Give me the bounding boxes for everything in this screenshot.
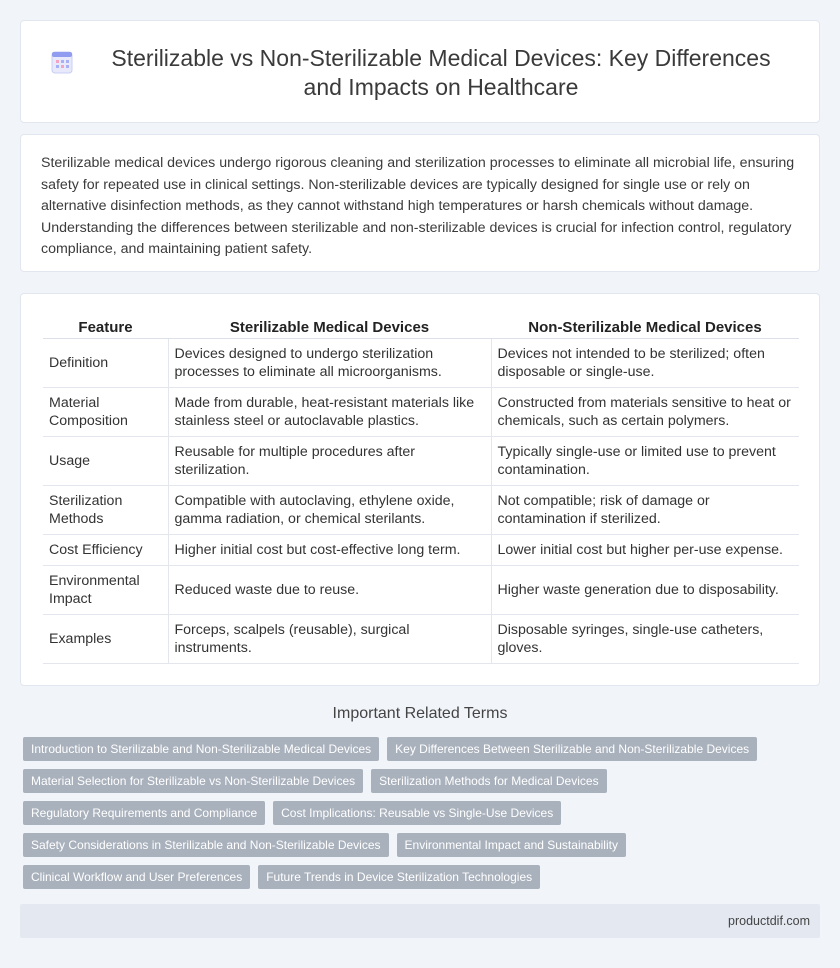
comparison-table bbox=[43, 314, 799, 664]
feature-cell: Cost Efficiency bbox=[43, 534, 168, 565]
footer bbox=[20, 904, 820, 938]
header-sterilizable: Sterilizable Medical Devices bbox=[168, 314, 491, 338]
non-sterilizable-cell: Constructed from materials sensitive to heat or chemicals, such as certain polymers. bbox=[491, 387, 799, 436]
sterilizable-cell: Devices designed to undergo sterilization processes to eliminate all microorganisms. bbox=[168, 338, 491, 387]
feature-cell: Environmental Impact bbox=[43, 565, 168, 614]
table-row bbox=[43, 387, 799, 436]
related-terms-list bbox=[23, 737, 823, 897]
feature-cell: Usage bbox=[43, 436, 168, 485]
feature-cell: Examples bbox=[43, 614, 168, 663]
tag-row bbox=[23, 865, 823, 889]
related-term-link[interactable]: Clinical Workflow and User Preferences bbox=[23, 865, 250, 889]
intro-card bbox=[20, 134, 820, 272]
non-sterilizable-cell: Lower initial cost but higher per-use expense. bbox=[491, 534, 799, 565]
title-card bbox=[20, 20, 820, 123]
tag-row bbox=[23, 833, 823, 857]
table-row bbox=[43, 485, 799, 534]
table-row bbox=[43, 338, 799, 387]
non-sterilizable-cell: Typically single-use or limited use to prevent contamination. bbox=[491, 436, 799, 485]
intro-paragraph: Sterilizable medical devices undergo rigorous cleaning and sterilization processes to eliminate all microbial life, ensuring safety for repeated use in clinical settings. Non-sterilizable devices are typically designed for single use or rely on alternative disinfection methods, as they cannot withstand high temperatures or harsh chemicals without damage. Understanding the differences between sterilizable and non-sterilizable devices is crucial for infection control, regulatory compliance, and maintaining patient safety. bbox=[41, 155, 795, 257]
table-row bbox=[43, 614, 799, 663]
sterilizable-cell: Forceps, scalpels (reusable), surgical instruments. bbox=[168, 614, 491, 663]
tag-row bbox=[23, 737, 823, 761]
related-term-link[interactable]: Key Differences Between Sterilizable and Non-Sterilizable Devices bbox=[387, 737, 757, 761]
non-sterilizable-cell: Not compatible; risk of damage or contamination if sterilized. bbox=[491, 485, 799, 534]
related-term-link[interactable]: Safety Considerations in Sterilizable and Non-Sterilizable Devices bbox=[23, 833, 389, 857]
sterilizable-cell: Reduced waste due to reuse. bbox=[168, 565, 491, 614]
feature-cell: Definition bbox=[43, 338, 168, 387]
table-row bbox=[43, 565, 799, 614]
related-term-link[interactable]: Regulatory Requirements and Compliance bbox=[23, 801, 265, 825]
related-term-link[interactable]: Material Selection for Sterilizable vs Non-Sterilizable Devices bbox=[23, 769, 363, 793]
sterilizable-cell: Higher initial cost but cost-effective long term. bbox=[168, 534, 491, 565]
table-row bbox=[43, 534, 799, 565]
related-term-link[interactable]: Future Trends in Device Sterilization Technologies bbox=[258, 865, 540, 889]
related-term-link[interactable]: Environmental Impact and Sustainability bbox=[397, 833, 626, 857]
footer-site-link[interactable]: productdif.com bbox=[728, 914, 810, 928]
header-feature: Feature bbox=[43, 314, 168, 338]
feature-cell: Material Composition bbox=[43, 387, 168, 436]
related-terms-heading: Important Related Terms bbox=[332, 705, 508, 722]
document-grid-icon bbox=[51, 50, 73, 74]
related-term-link[interactable]: Sterilization Methods for Medical Devices bbox=[371, 769, 606, 793]
header-non-sterilizable: Non-Sterilizable Medical Devices bbox=[491, 314, 799, 338]
page-title: Sterilizable vs Non-Sterilizable Medical Devices: Key Differences and Impacts on Healthcare bbox=[111, 45, 771, 100]
sterilizable-cell: Made from durable, heat-resistant materials like stainless steel or autoclavable plastics. bbox=[168, 387, 491, 436]
tag-row bbox=[23, 801, 823, 825]
non-sterilizable-cell: Disposable syringes, single-use catheters, gloves. bbox=[491, 614, 799, 663]
non-sterilizable-cell: Devices not intended to be sterilized; often disposable or single-use. bbox=[491, 338, 799, 387]
related-term-link[interactable]: Introduction to Sterilizable and Non-Sterilizable Medical Devices bbox=[23, 737, 379, 761]
comparison-table-card bbox=[20, 293, 820, 686]
tag-row bbox=[23, 769, 823, 793]
table-row bbox=[43, 436, 799, 485]
related-term-link[interactable]: Cost Implications: Reusable vs Single-Use Devices bbox=[273, 801, 561, 825]
non-sterilizable-cell: Higher waste generation due to disposability. bbox=[491, 565, 799, 614]
sterilizable-cell: Compatible with autoclaving, ethylene oxide, gamma radiation, or chemical sterilants. bbox=[168, 485, 491, 534]
table-header-row bbox=[43, 314, 799, 338]
feature-cell: Sterilization Methods bbox=[43, 485, 168, 534]
sterilizable-cell: Reusable for multiple procedures after sterilization. bbox=[168, 436, 491, 485]
